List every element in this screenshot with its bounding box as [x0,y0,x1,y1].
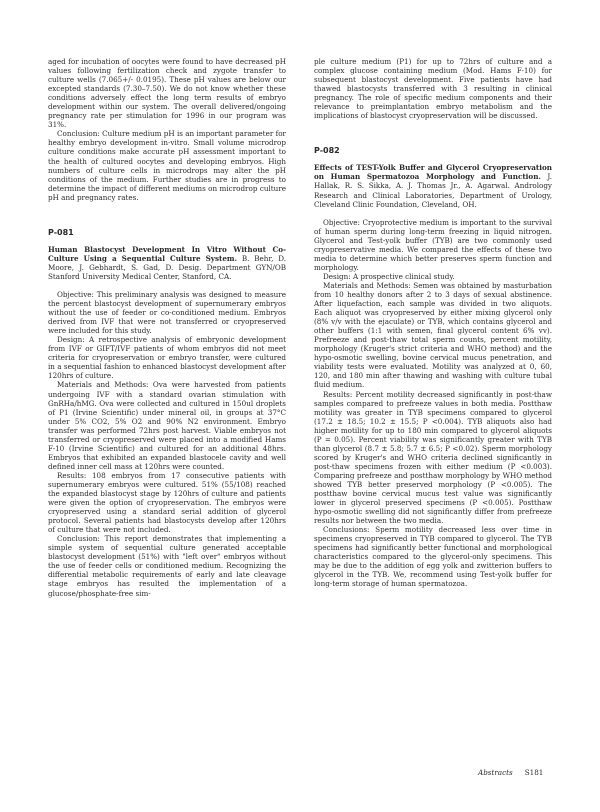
abstract-title-p081: Human Blastocyst Development In Vitro Without Co-Culture Using a Sequential Culture System. [48,244,286,263]
p081-methods: Materials and Methods: Ova were harvested from patients undergoing IVF with a standard ovarian stimulation with GnRHa/hMG. Ova were collected and cultured in 150ul droplets of P1 (Irvine Scientific) under mineral oil, in groups at 37°C under 5% CO2, 5% O2 and 90% N2 environment. Embryo transfer was performed 72hrs post harvest. Viable embryos not transferred or cryopreserved were placed into a modified Hams F-10 (Irvine Scientific) and cultured for an additional 48hrs. Embryos that exhibited an expanded blastocele cavity and well defined inner cell mass at 120hrs were counted. [48,380,286,471]
right-column [314,57,552,589]
abstract-header-p081 [48,245,286,281]
p081-objective: Objective: This preliminary analysis was designed to measure the percent blastocyst development of supernumerary embryos without the use of feeder or co-conditioned medium. Embryos derived from IVF that were not transferred or cryopreserved were included for this study. [48,289,286,336]
p081-design: Design: A retrospective analysis of embryonic development from IVF or GIFT/IVF patients of whom embryos did not meet criteria for cryopreservation or embryo transfer, were cultured in a sequential fashion to enhanced blastocyst development after 120hrs of culture. [48,335,286,381]
p081-results: Results: 108 embryos from 17 consecutive patients with supernumerary embryos were cultured. 51% (55/108) reached the expanded blastocyst stage by 120hrs of culture and patients were given the option of cryopreservation. The embryos were cryopreserved using a standard serial addition of glycerol protocol. Several patients had blastocysts develop after 120hrs of culture that were not included. [48,470,286,535]
p082-design: Design: A prospective clinical study. [323,271,455,281]
abstract-authors-p081: B. Behr, D. Moore, J. Gebhardt, S. Gad, D. Desig. Department GYN/OB Stanford University Medical Center, Stanford, CA. [48,253,286,281]
journal-section-label: Abstracts [478,768,513,777]
p082-conclusions: Conclusions: Sperm motility decreased less over time in specimens cryopreserved in TYB compared to glycerol. The TYB specimens had significantly better functional and morphological characteristics compared to the glycerol-only specimens. This may be due to the addition of egg yolk and zwitterion buffers to glycerol in the TYB. We, recommend using Test-yolk buffer for long-term storage of human spermatozoa. [314,525,552,589]
p081-conclusion: Conclusion: This report demonstrates that implementing a simple system of sequential culture generated acceptable blastocyst development (51%) with "left over" embryos without the use of feeder cells or conditioned medium. Recognizing the differential metabolic requirements of early and late cleavage stage embryos has resulted the implementation of a glucose/phosphate-free sim- [48,534,286,598]
abstract-id-p081: P-081 [48,227,74,237]
left-column [48,57,286,598]
p082-results: Results: Percent motility decreased significantly in post-thaw samples compared to prefreeze values in both media. Postthaw motility was greater in TYB specimens compared to glycerol (17.2 ± 18.5; 10.2 ± 15.5; P <0.004). TYB aliquots also had higher motility for up to 180 min compared to glycerol aliquots (P = 0.05). Percent viability was significantly greater with TYB than glycerol (8.7 ± 5.8; 5.7 ± 6.5; P <0.02). Sperm morphology scored by Kruger's and WHO criteria declined significantly in post-thaw specimens frozen with either medium (P <0.003). Comparing prefreeze and postthaw morphology by WHO method showed TYB better preserved morphology (P <0.005). The postthaw bovine cervical mucus test value was significantly lower in glycerol preserved specimens (P <0.005). Postthaw hypo-osmotic swelling did not significantly differ from prefreeze results nor between the two media. [314,389,552,526]
abstract-title-p082: Effects of TEST-Yolk Buffer and Glycerol Cryopreservation on Human Spermatozoa Morphology and Function. [314,163,552,182]
abstract-header-p082 [314,163,552,208]
abstract-id-p082: P-082 [314,146,340,156]
page-number: S181 [524,768,544,777]
p082-objective: Objective: Cryoprotective medium is important to the survival of human sperm during long-term freezing in liquid nitrogen. Glycerol and Test-yolk buffer (TYB) are two commonly used cryopreservative media. We compared the effects of these two media to determine which better preserves sperm function and morphology. [314,217,552,272]
left-continuation-text: aged for incubation of oocytes were found to have decreased pH values following fertilization check and zygote transfer to culture wells (7.065+/- 0.0195). These pH values are below our excepted standards (7.30–7.50). We do not know whether these conditions adversely effect the long term results of embryo development within our system. The overall delivered/ongoing pregnancy rate per stimulation for 1996 in our program was 31%. [48,57,286,130]
page-footer [478,768,543,777]
left-conclusion-text: Conclusion: Culture medium pH is an important parameter for healthy embryo development in-vitro. Small volume microdrop culture conditions make accurate pH assessment important to the health of cultured oocytes and developing embryos. High numbers of culture cells in microdrops may alter the pH conditions of the medium. Further studies are in progress to determine the impact of different mediums on microdrop culture pH and pregnancy rates. [48,129,286,202]
p082-methods: Materials and Methods: Semen was obtained by masturbation from 10 healthy donors after 2 to 3 days of sexual abstinence. After liquefaction, each sample was divided in two aliquots. Each aliquot was cryopreserved by either mixing glycerol only (8% v/v with the ejaculate) or TYB, which contains glycerol and other buffers (1:1 with semen, final glycerol content 6% vv). Prefreeze and post-thaw total sperm counts, percent motility, morphology (Kruger's strict criteria and WHO method) and the hypo-osmotic swelling, bovine cervical mucus penetration, and viability tests were evaluated. Motility was analyzed at 0, 60, 120, and 180 min after thawing and washing with culture tubal fluid medium. [314,280,552,390]
abstract-authors-p082: J. Hallak, R. S. Sikka, A. J. Thomas Jr., A. Agarwal. Andrology Research and Clinical Laboratories, Department of Urology, Cleveland Clinic Foundation, Cleveland, OH. [314,172,552,209]
right-continuation-text: ple culture medium (P1) for up to 72hrs of culture and a complex glucose containing medium (Mod. Hams F-10) for subsequent blastocyst development. Five patients have had thawed blastocysts transferred with 3 resulting in clinical pregnancy. The role of specific medium components and their relevance to preimplantation embryo metabolism and the implications of blastocyst cryopreservation will be discussed. [314,57,552,121]
